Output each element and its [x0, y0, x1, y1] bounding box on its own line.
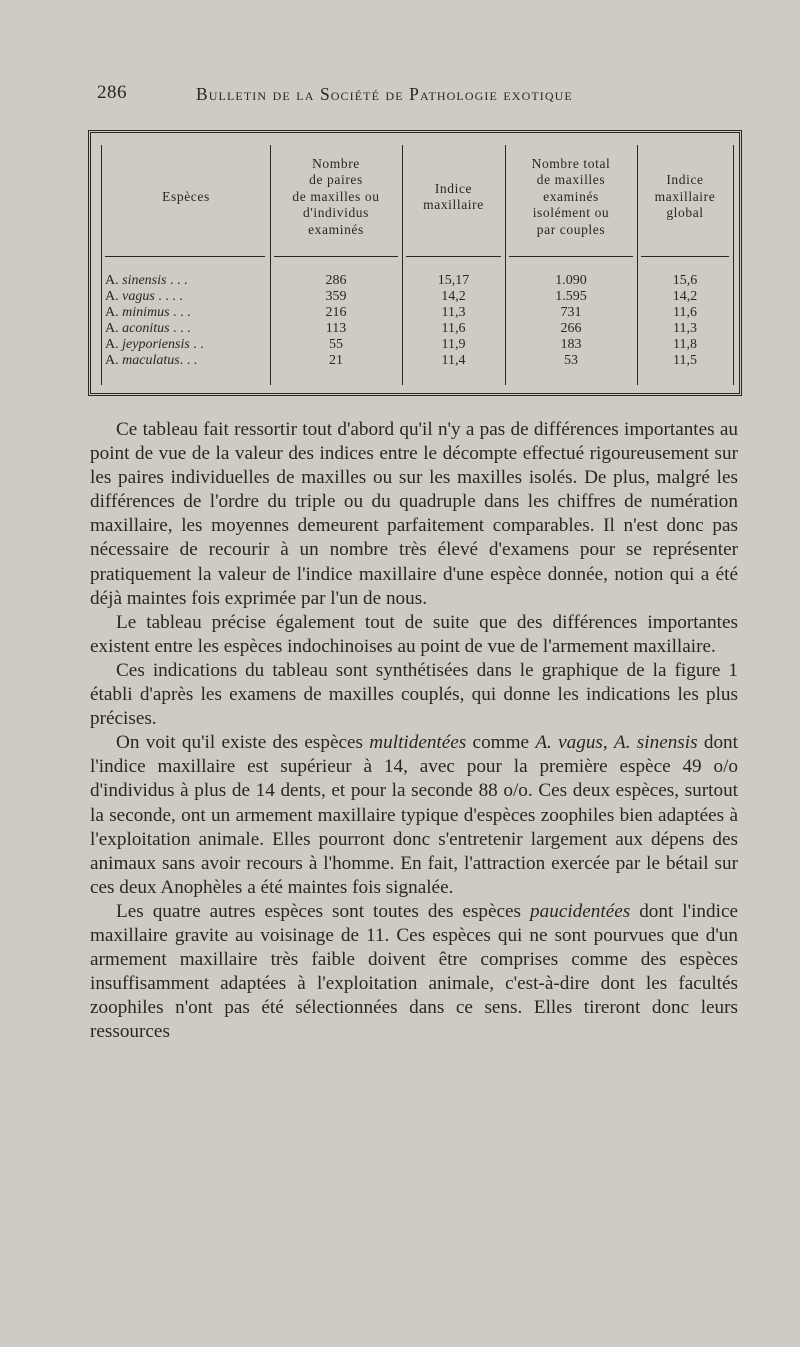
header-total: Nombre total de maxilles examinés isolément ou par couples — [531, 155, 611, 237]
index-cell: 11,3 — [441, 305, 466, 320]
total-cell: 1.090 — [555, 273, 587, 288]
pairs-cell: 113 — [325, 321, 347, 336]
paragraph: Ce tableau fait ressortir tout d'abord qu'il n'y a pas de différences importantes au point de vue de la valeur des indices entre le décompte effectué rigoureusement sur les paires individuelles de maxilles ou sur les maxilles isolés. De plus, malgré les différences de l'ordre du triple ou du quadruple dans les chiffres de numération maxillaire, les moyennes demeurent parfaitement comparables. Il n'est donc pas nécessaire de recourir à un nombre très élevé d'examens pour se représenter pratiquement la valeur de l'indice maxillaire d'une espèce donnée, notion qui a été déjà maintes fois exprimée par l'un de nous. — [90, 419, 738, 609]
species-cell: A. minimus . . . — [105, 305, 191, 320]
header-rule — [509, 256, 633, 257]
index-cell: 11,6 — [441, 321, 466, 336]
header-pairs: Nombre de paires de maxilles ou d'individus examinés — [292, 155, 380, 237]
header-rule — [641, 256, 729, 257]
header-index: Indice maxillaire — [423, 180, 484, 212]
global-cell: 11,6 — [673, 305, 697, 320]
table-body — [91, 273, 739, 369]
pairs-cell: 216 — [325, 305, 347, 320]
species-cell: A. sinensis . . . — [105, 273, 188, 288]
pairs-cell: 359 — [325, 289, 347, 304]
total-cell: 266 — [560, 321, 582, 336]
global-cell: 11,3 — [673, 321, 697, 336]
species-cell: A. maculatus. . . — [105, 353, 198, 368]
index-cell: 15,17 — [437, 273, 470, 288]
table-row — [91, 289, 739, 305]
total-cell: 1.595 — [555, 289, 587, 304]
running-head — [0, 82, 800, 112]
data-table — [88, 130, 742, 396]
table-row — [91, 353, 739, 369]
index-cell: 11,4 — [441, 353, 466, 368]
header-rule — [274, 256, 398, 257]
species-cell: A. jeyporiensis . . — [105, 337, 204, 352]
pairs-cell: 21 — [329, 353, 343, 368]
global-cell: 15,6 — [672, 273, 698, 288]
paragraph: Les quatre autres espèces sont toutes des espèces paucidentées dont l'indice maxillaire gravite au voisinage de 11. Ces espèces qui ne sont pourvues que d'un armement maxillaire très faible doivent être comprises comme des espèces insuffisamment adaptées à l'exploitation animale, c'est-à-dire dont les facultés zoophiles n'ont pas été sélectionnées dans ce sens. Elles tireront donc leurs ressources — [90, 900, 738, 1043]
index-cell: 14,2 — [441, 289, 466, 304]
total-cell: 53 — [564, 353, 578, 368]
table-row — [91, 273, 739, 289]
total-cell: 731 — [560, 305, 582, 320]
header-species: Espèces — [162, 188, 210, 204]
species-cell: A. aconitus . . . — [105, 321, 191, 336]
header-global: Indice maxillaire global — [654, 172, 716, 221]
journal-title: Bulletin de la Société de Pathologie exotique — [196, 84, 573, 104]
global-cell: 11,8 — [673, 337, 697, 352]
species-cell: A. vagus . . . . — [105, 289, 183, 304]
global-cell: 11,5 — [673, 353, 697, 368]
table-row — [91, 305, 739, 321]
index-cell: 11,9 — [441, 337, 466, 352]
header-rule — [105, 256, 265, 257]
body-text — [90, 418, 738, 1044]
pairs-cell: 286 — [325, 273, 347, 288]
table-row — [91, 337, 739, 353]
header-rule — [406, 256, 501, 257]
table-row — [91, 321, 739, 337]
paragraph: Le tableau précise également tout de suite que des différences importantes existent entre les espèces indochinoises au point de vue de l'armement maxillaire. — [90, 611, 738, 657]
pairs-cell: 55 — [329, 337, 343, 352]
total-cell: 183 — [560, 337, 582, 352]
paragraph: On voit qu'il existe des espèces multidentées comme A. vagus, A. sinensis dont l'indice maxillaire est supérieur à 14, avec pour la première espèce 49 o/o d'individus à plus de 14 dents, et pour la seconde 88 o/o. Ces deux espèces, surtout la seconde, ont un armement maxillaire typique d'espèces zoophiles bien adaptées à l'exploitation animale. Elles pourront donc s'entretenir largement aux dépens des animaux sans avoir recours à l'homme. En fait, l'attraction exercée par le bétail sur ces deux Anophèles a été maintes fois signalée. — [90, 732, 738, 898]
global-cell: 14,2 — [672, 289, 698, 304]
paragraph: Ces indications du tableau sont synthétisées dans le graphique de la figure 1 établi d'après les examens de maxilles couplés, qui donne les indications les plus précises. — [90, 659, 738, 730]
page-number: 286 — [97, 82, 127, 103]
